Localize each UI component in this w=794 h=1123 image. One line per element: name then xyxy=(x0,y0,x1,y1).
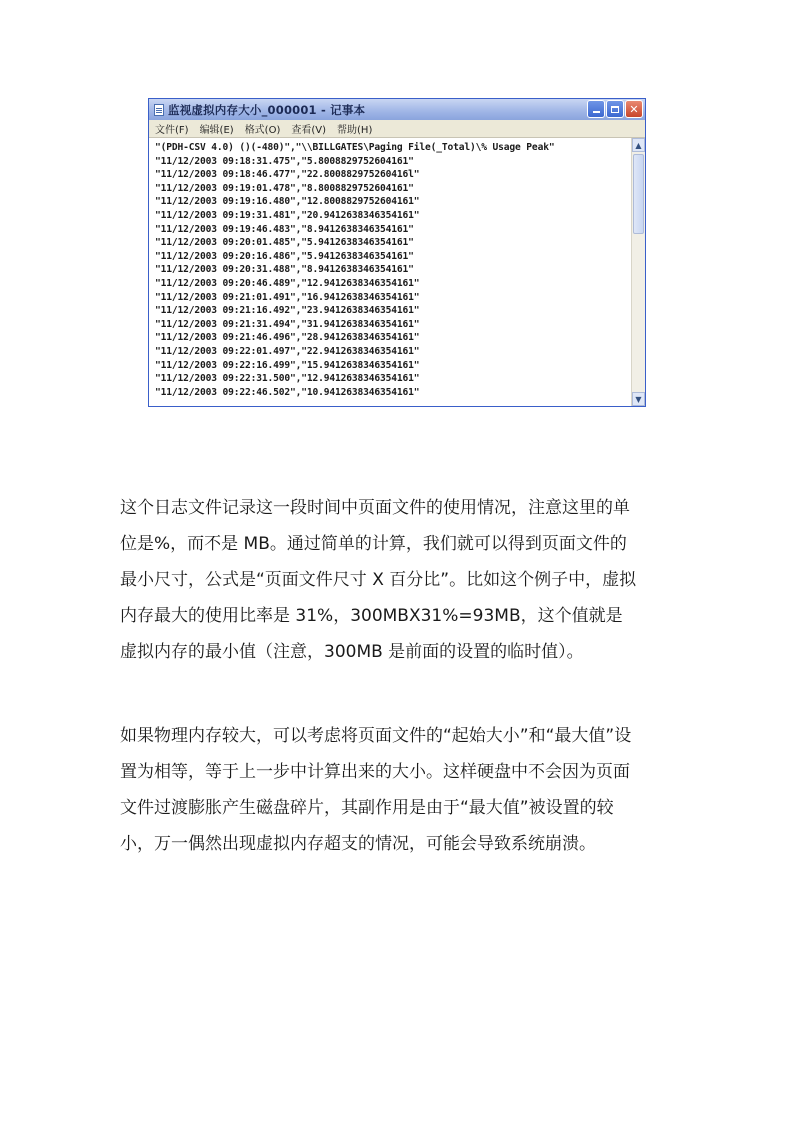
log-line: "11/12/2003 09:21:31.494","31.9412638346354161" xyxy=(155,318,420,330)
menu-edit[interactable]: 编辑(E) xyxy=(199,125,234,136)
close-icon: ✕ xyxy=(629,102,639,116)
paragraph-line: 置为相等，等于上一步中计算出来的大小。这样硬盘中不会因为页面 xyxy=(120,762,630,782)
log-line: "11/12/2003 09:20:01.485","5.9412638346354161" xyxy=(155,237,414,249)
log-line: "11/12/2003 09:18:31.475","5.8008829752604161" xyxy=(155,155,414,167)
minimize-icon xyxy=(593,111,600,113)
notepad-titlebar xyxy=(149,99,645,120)
notepad-text-area[interactable] xyxy=(149,138,631,406)
menu-format[interactable]: 格式(O) xyxy=(244,125,281,136)
notepad-screenshot xyxy=(148,98,646,407)
close-button[interactable] xyxy=(625,100,643,118)
log-line: "11/12/2003 09:22:16.499","15.9412638346354161" xyxy=(155,359,420,371)
log-line: "11/12/2003 09:22:46.502","10.9412638346354161" xyxy=(155,386,420,398)
menu-help[interactable]: 帮助(H) xyxy=(337,125,373,136)
log-line: "11/12/2003 09:20:16.486","5.9412638346354161" xyxy=(155,250,414,262)
paragraph-line: 内存最大的使用比率是 31%，300MBX31%=93MB，这个值就是 xyxy=(120,606,623,626)
maximize-button[interactable] xyxy=(606,100,624,118)
window-controls xyxy=(587,100,643,118)
notepad-icon xyxy=(154,104,164,116)
log-line: "11/12/2003 09:19:31.481","20.9412638346354161" xyxy=(155,209,420,221)
log-header-line: "(PDH-CSV 4.0) ()(-480)","\\BILLGATES\Paging File(_Total)\% Usage Peak" xyxy=(155,142,555,153)
notepad-menubar xyxy=(149,120,645,138)
log-line: "11/12/2003 09:21:01.491","16.9412638346354161" xyxy=(155,291,420,303)
paragraph-1 xyxy=(120,490,680,670)
vertical-scrollbar[interactable] xyxy=(631,138,645,406)
paragraph-line: 位是%，而不是 MB。通过简单的计算，我们就可以得到页面文件的 xyxy=(120,534,627,554)
notepad-title: 监视虚拟内存大小_000001 - 记事本 xyxy=(168,102,366,117)
paragraph-2 xyxy=(120,718,680,862)
scroll-thumb[interactable] xyxy=(633,154,644,234)
log-line: "11/12/2003 09:20:31.488","8.9412638346354161" xyxy=(155,264,414,276)
log-line: "11/12/2003 09:19:01.478","8.8008829752604161" xyxy=(155,182,414,194)
menu-file[interactable]: 文件(F) xyxy=(155,125,189,136)
log-line: "11/12/2003 09:19:16.480","12.8008829752604161" xyxy=(155,196,420,208)
log-line: "11/12/2003 09:22:01.497","22.9412638346354161" xyxy=(155,345,420,357)
menu-view[interactable]: 查看(V) xyxy=(291,125,327,136)
paragraph-line: 虚拟内存的最小值（注意，300MB 是前面的设置的临时值）。 xyxy=(120,642,584,662)
scroll-up-arrow-icon[interactable]: ▲ xyxy=(632,138,645,152)
log-line: "11/12/2003 09:21:16.492","23.9412638346354161" xyxy=(155,305,420,317)
paragraph-line: 最小尺寸，公式是“页面文件尺寸 X 百分比”。比如这个例子中，虚拟 xyxy=(120,570,637,590)
paragraph-line: 这个日志文件记录这一段时间中页面文件的使用情况，注意这里的单 xyxy=(120,498,630,518)
paragraph-line: 文件过渡膨胀产生磁盘碎片，其副作用是由于“最大值”被设置的较 xyxy=(120,798,614,818)
minimize-button[interactable] xyxy=(587,100,605,118)
log-line: "11/12/2003 09:19:46.483","8.9412638346354161" xyxy=(155,223,414,235)
log-line: "11/12/2003 09:20:46.489","12.9412638346354161" xyxy=(155,277,420,289)
scroll-down-arrow-icon[interactable]: ▼ xyxy=(632,392,645,406)
log-line: "11/12/2003 09:22:31.500","12.9412638346354161" xyxy=(155,373,420,385)
log-line: "11/12/2003 09:18:46.477","22.800882975260416l" xyxy=(155,169,420,181)
paragraph-line: 如果物理内存较大，可以考虑将页面文件的“起始大小”和“最大值”设 xyxy=(120,726,632,746)
log-line: "11/12/2003 09:21:46.496","28.9412638346354161" xyxy=(155,332,420,344)
maximize-icon xyxy=(611,106,619,113)
paragraph-line: 小，万一偶然出现虚拟内存超支的情况，可能会导致系统崩溃。 xyxy=(120,834,596,854)
